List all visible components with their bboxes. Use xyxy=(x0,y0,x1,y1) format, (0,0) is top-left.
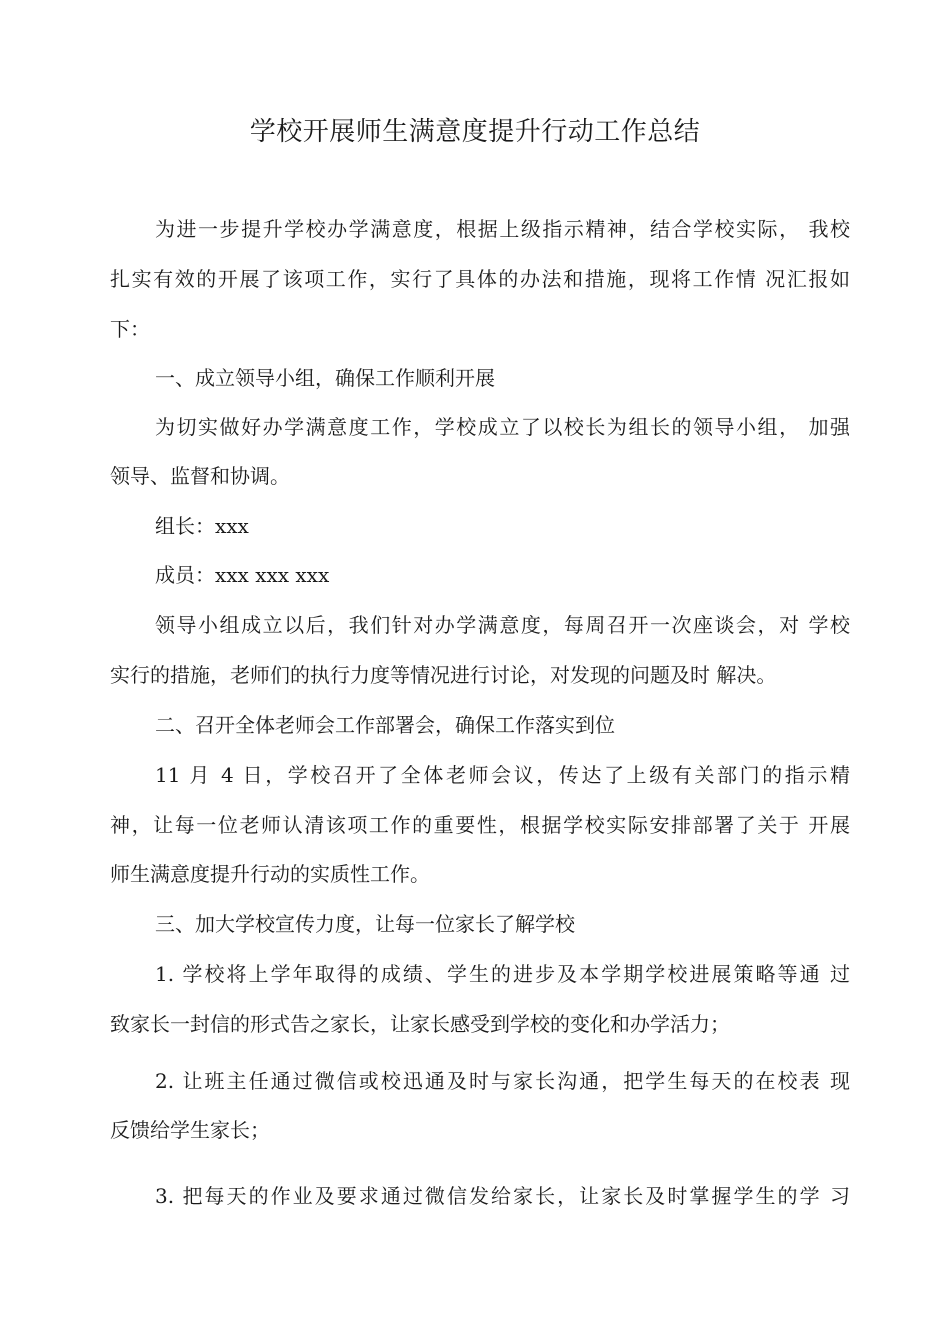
paragraph-line: 实行的措施，老师们的执行力度等情况进行讨论，对发现的问题及时 解决。 xyxy=(110,663,777,687)
group-leader-line: 组长：xxx xyxy=(155,514,249,538)
paragraph-line: 扎实有效的开展了该项工作，实行了具体的办法和措施，现将工作情 况汇报如 xyxy=(110,267,850,291)
list-item-line: 反馈给学生家长； xyxy=(110,1118,270,1142)
paragraph-line: 11 月 4 日，学校召开了全体老师会议，传达了上级有关部门的指示精 xyxy=(155,763,850,787)
group-members-line: 成员：xxx xxx xxx xyxy=(155,563,330,587)
paragraph-line: 领导、监督和协调。 xyxy=(110,464,290,488)
section-heading: 一、成立领导小组，确保工作顺利开展 xyxy=(155,366,495,390)
paragraph-line: 神，让每一位老师认清该项工作的重要性，根据学校实际安排部署了关于 开展 xyxy=(110,813,850,837)
section-heading: 二、召开全体老师会工作部署会，确保工作落实到位 xyxy=(155,713,615,737)
paragraph-line: 下： xyxy=(110,317,150,341)
paragraph-line: 领导小组成立以后，我们针对办学满意度，每周召开一次座谈会，对 学校 xyxy=(155,613,850,637)
list-item-line: 3. 把每天的作业及要求通过微信发给家长，让家长及时掌握学生的学 习 xyxy=(155,1184,850,1208)
paragraph-line: 为切实做好办学满意度工作，学校成立了以校长为组长的领导小组， 加强 xyxy=(155,415,850,439)
paragraph-line: 为进一步提升学校办学满意度，根据上级指示精神，结合学校实际， 我校 xyxy=(155,217,850,241)
section-heading: 三、加大学校宣传力度，让每一位家长了解学校 xyxy=(155,912,575,936)
paragraph-line: 师生满意度提升行动的实质性工作。 xyxy=(110,862,430,886)
list-item-line: 2. 让班主任通过微信或校迅通及时与家长沟通，把学生每天的在校表 现 xyxy=(155,1069,850,1093)
list-item-line: 1. 学校将上学年取得的成绩、学生的进步及本学期学校进展策略等通 过 xyxy=(155,962,850,986)
document-title: 学校开展师生满意度提升行动工作总结 xyxy=(249,117,701,147)
list-item-line: 致家长一封信的形式告之家长，让家长感受到学校的变化和办学活力； xyxy=(110,1012,730,1036)
